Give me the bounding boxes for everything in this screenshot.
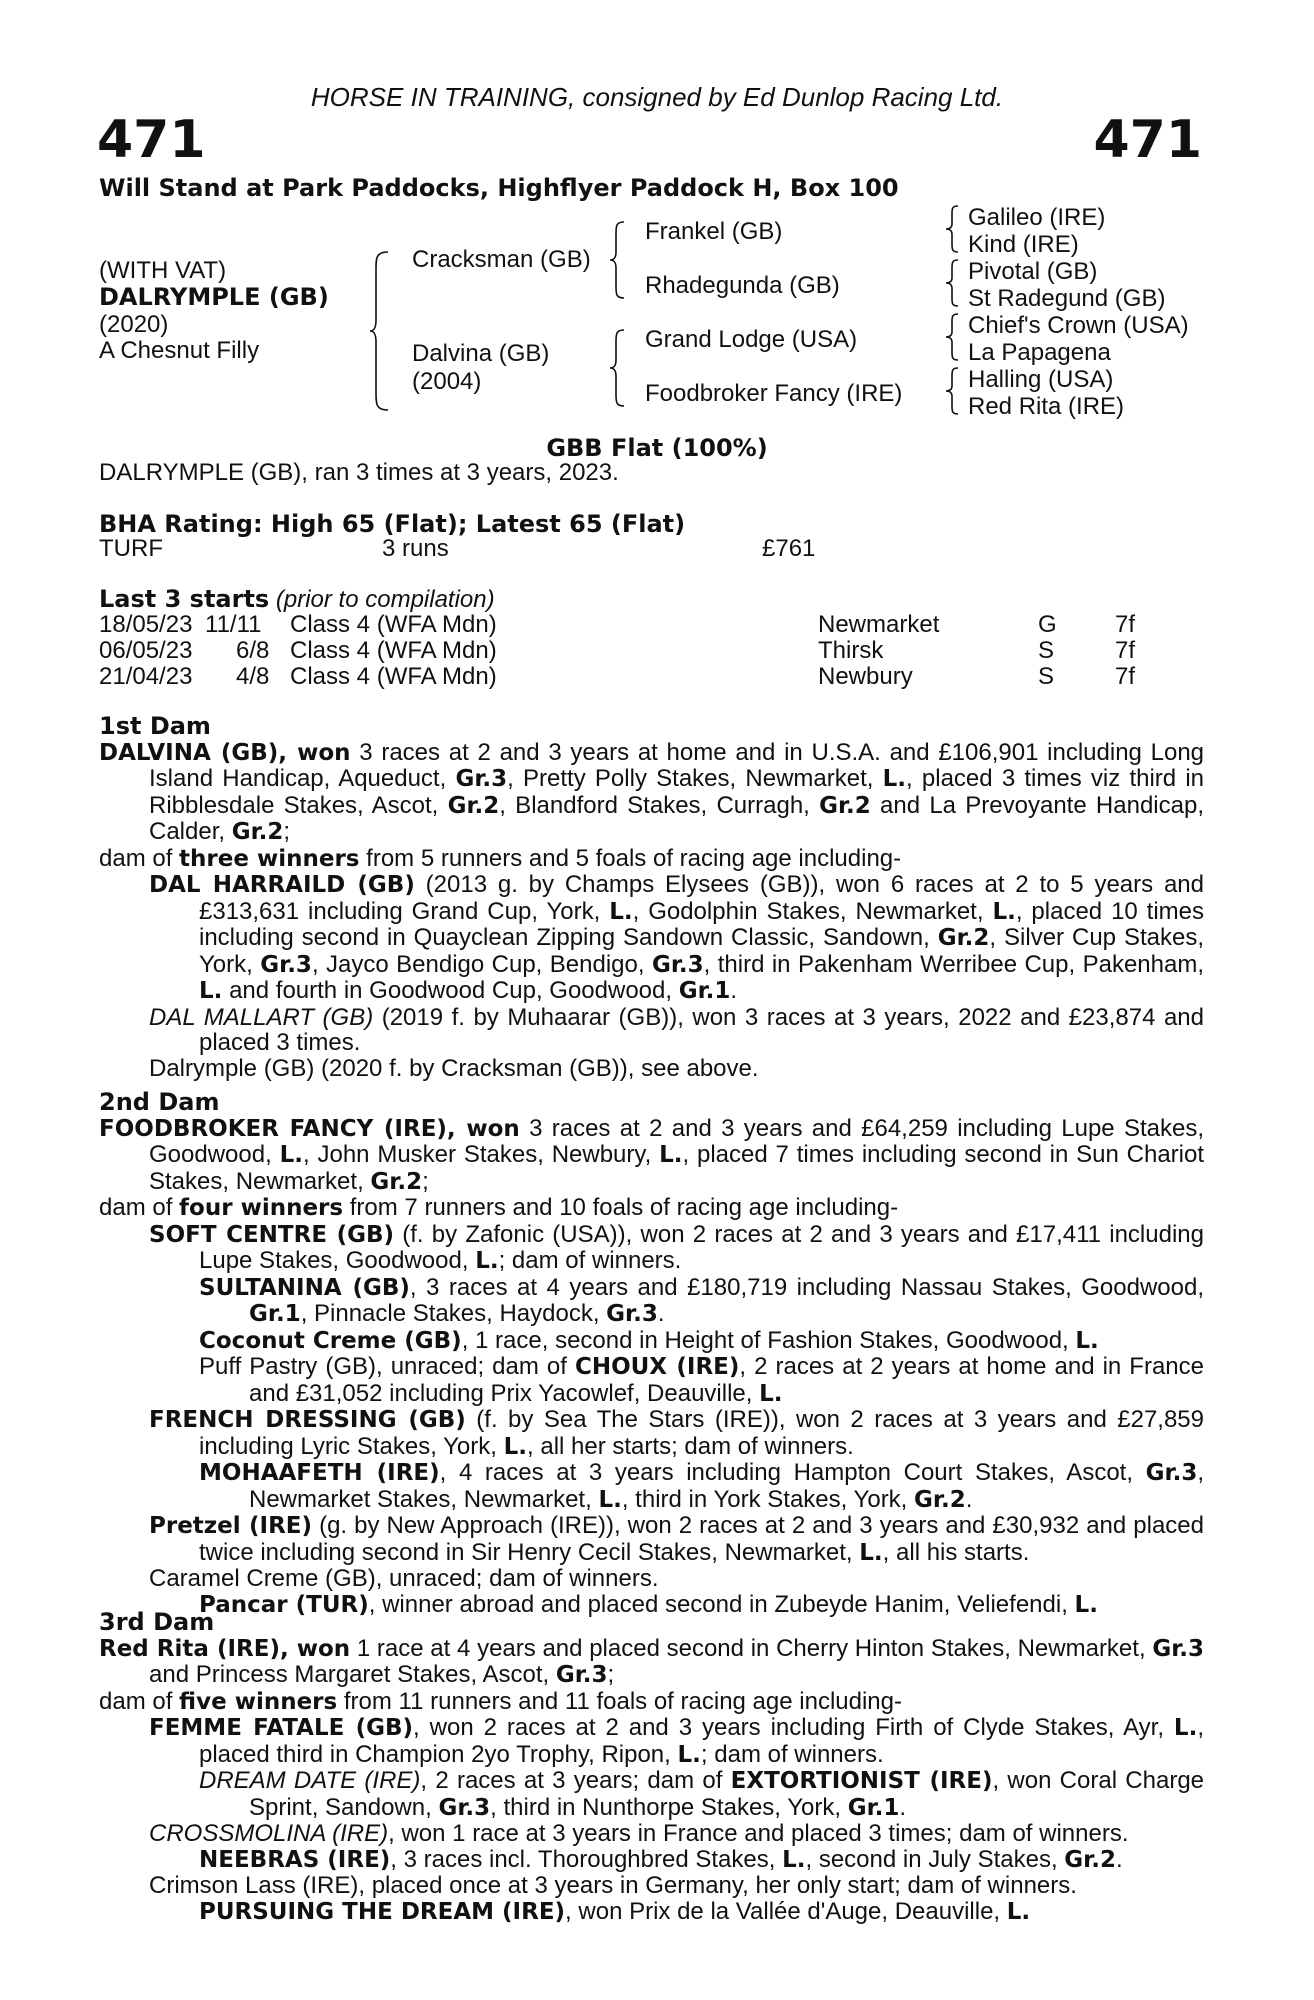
vat-note: (WITH VAT) bbox=[99, 257, 227, 284]
produce-pretzel bbox=[99, 1513, 1204, 1566]
pedigree-dam-year: (2004) bbox=[412, 368, 482, 395]
listed-label: L. bbox=[279, 1142, 303, 1168]
grade-label: Gr.2 bbox=[447, 792, 500, 819]
pedigree-dam-sire: Grand Lodge (USA) bbox=[645, 326, 858, 353]
produce-text: , all his starts. bbox=[882, 1538, 1030, 1566]
produce-name: DAL HARRAILD (GB) bbox=[149, 872, 415, 898]
third-dam-produce-summary bbox=[99, 1689, 1204, 1716]
rating-prize: £761 bbox=[762, 535, 816, 562]
produce-text: , winner abroad and placed second in Zubeyde Hanim, Veliefendi, bbox=[368, 1590, 1075, 1618]
produce-text: (2019 f. by Muhaarar (GB)), won 3 races at 3 years, 2022 and £23,874 and placed 3 times. bbox=[199, 1003, 1204, 1056]
produce-text: , 3 races at 4 years and £180,719 including Nassau Stakes, Goodwood, bbox=[409, 1273, 1204, 1301]
produce-name: Pancar (TUR) bbox=[199, 1591, 369, 1618]
produce-text: , 2 races at 3 years; dam of bbox=[420, 1767, 731, 1794]
second-dam-text: , placed 7 times including second in Sun Chariot Stakes, Newmarket, bbox=[149, 1141, 1205, 1195]
produce-name: Coconut Creme (GB) bbox=[199, 1327, 462, 1354]
produce-text: , Pinnacle Stakes, Haydock, bbox=[300, 1300, 607, 1327]
start-row-2-course: Thirsk bbox=[818, 637, 884, 664]
produce-soft-centre bbox=[99, 1222, 1204, 1275]
produce-text: dam of bbox=[99, 844, 180, 872]
first-dam-produce-summary bbox=[99, 846, 1204, 873]
pedigree-dam: Dalvina (GB) bbox=[412, 340, 550, 367]
third-dam-comma: , bbox=[279, 1635, 297, 1662]
start-row-3-date: 21/04/23 bbox=[99, 663, 193, 690]
pedigree-brace-g3 bbox=[944, 312, 964, 362]
produce-text: , third in Pakenham Werribee Cup, Pakenham, bbox=[703, 950, 1204, 978]
second-dam-text: , John Musker Stakes, Newbury, bbox=[302, 1141, 660, 1168]
produce-text: , won Prix de la Vallée d'Auge, Deauville, bbox=[565, 1897, 1007, 1925]
bha-rating-heading: BHA Rating: High 65 (Flat); Latest 65 (Flat) bbox=[99, 510, 686, 538]
grade-label: Gr.3 bbox=[438, 1794, 491, 1821]
second-dam-produce-summary bbox=[99, 1195, 1204, 1222]
pedigree-g4: St Radegund (GB) bbox=[968, 285, 1166, 312]
horse-name: DALRYMPLE (GB) bbox=[99, 283, 329, 311]
start-row-3-dist: 7f bbox=[1115, 663, 1136, 690]
second-dam-won: won bbox=[466, 1115, 520, 1142]
produce-dalrymple: Dalrymple (GB) (2020 f. by Cracksman (GB)), see above. bbox=[149, 1054, 759, 1082]
listed-label: L. bbox=[992, 898, 1016, 925]
listed-label: L. bbox=[659, 1142, 683, 1168]
produce-text: , all her starts; dam of winners. bbox=[527, 1432, 854, 1460]
first-dam-text: , placed 3 times viz third in Ribblesdale Stakes, Ascot, bbox=[149, 765, 1205, 819]
pedigree-g5: Chief's Crown (USA) bbox=[968, 312, 1189, 339]
produce-femme-fatale bbox=[99, 1715, 1204, 1768]
pedigree-g3: Pivotal (GB) bbox=[968, 258, 1098, 285]
second-dam-name: FOODBROKER FANCY (IRE) bbox=[99, 1115, 447, 1142]
listed-label: L. bbox=[475, 1248, 499, 1274]
first-dam-name: DALVINA (GB) bbox=[99, 739, 279, 766]
second-dam-record bbox=[99, 1116, 1204, 1196]
listed-label: L. bbox=[1074, 1591, 1098, 1618]
listed-label: L. bbox=[1006, 1898, 1031, 1925]
starts-heading bbox=[99, 586, 495, 613]
grade-label: Gr.3 bbox=[260, 951, 312, 978]
pedigree-brace-dam bbox=[608, 328, 628, 408]
first-dam-text: ; bbox=[283, 818, 291, 845]
grade-label: Gr.3 bbox=[651, 951, 704, 978]
produce-sultanina bbox=[99, 1275, 1204, 1328]
produce-text: , 4 races at 3 years including Hampton Court Stakes, Ascot, bbox=[439, 1459, 1146, 1486]
starts-heading-note: (prior to compilation) bbox=[275, 586, 495, 613]
pedigree-g7: Halling (USA) bbox=[968, 366, 1114, 393]
first-dam-heading: 1st Dam bbox=[99, 712, 211, 740]
listed-label: L. bbox=[503, 1433, 528, 1460]
pedigree-g6: La Papagena bbox=[968, 339, 1111, 366]
produce-name: EXTORTIONIST (IRE) bbox=[730, 1768, 993, 1794]
grade-label: Gr.2 bbox=[231, 819, 284, 845]
produce-text: Puff Pastry (GB), unraced; dam of bbox=[199, 1353, 575, 1380]
pedigree-sire-dam: Rhadegunda (GB) bbox=[645, 272, 840, 299]
produce-text: . bbox=[899, 1793, 907, 1821]
lot-number-left: 471 bbox=[97, 110, 206, 170]
produce-text: , Godolphin Stakes, Newmarket, bbox=[632, 897, 993, 925]
produce-puff-pastry bbox=[99, 1354, 1204, 1407]
gbb-heading: GBB Flat (100%) bbox=[546, 434, 768, 462]
produce-text: , placed third in Champion 2yo Trophy, Ripon, bbox=[199, 1714, 1204, 1768]
produce-name: PURSUING THE DREAM (IRE) bbox=[199, 1898, 566, 1925]
produce-text: , won Coral Charge Sprint, Sandown, bbox=[249, 1767, 1205, 1821]
grade-label: Gr.2 bbox=[1064, 1846, 1116, 1873]
start-row-1-course: Newmarket bbox=[818, 611, 940, 638]
pedigree-g8: Red Rita (IRE) bbox=[968, 393, 1125, 420]
produce-french-dressing bbox=[99, 1407, 1204, 1460]
grade-label: Gr.2 bbox=[937, 925, 990, 951]
horse-year: (2020) bbox=[99, 311, 169, 338]
pedigree-sire: Cracksman (GB) bbox=[412, 246, 591, 273]
produce-text: (f. by Sea The Stars (IRE)), won 2 races at 3 years and £27,859 including Lyric Stakes, York, bbox=[199, 1406, 1204, 1460]
produce-mohaafeth bbox=[99, 1460, 1204, 1513]
produce-name: CHOUX (IRE) bbox=[574, 1354, 740, 1380]
produce-text: , 2 races at 2 years at home and in France and £31,052 including Prix Yacowlef, Deauville, bbox=[249, 1353, 1204, 1407]
start-row-3-going: S bbox=[1038, 663, 1055, 690]
produce-text: (f. by Zafonic (USA)), won 2 races at 2 and 3 years and £17,411 including Lupe Stakes, Goodwood, bbox=[199, 1220, 1204, 1274]
produce-text: ; dam of winners. bbox=[700, 1740, 884, 1768]
produce-text: dam of bbox=[99, 1194, 180, 1221]
start-row-3-pos: 4/8 bbox=[236, 663, 270, 690]
first-dam-won: won bbox=[297, 739, 351, 766]
produce-text: , Silver Cup Stakes, York, bbox=[199, 924, 1205, 978]
grade-label: Gr.2 bbox=[819, 792, 871, 819]
produce-name: SULTANINA (GB) bbox=[199, 1274, 410, 1301]
produce-pursuing-the-dream bbox=[99, 1899, 1204, 1926]
produce-text: , second in July Stakes, bbox=[805, 1845, 1065, 1873]
produce-name: MOHAAFETH (IRE) bbox=[199, 1460, 440, 1486]
listed-label: L. bbox=[199, 978, 223, 1004]
second-dam-heading: 2nd Dam bbox=[99, 1088, 220, 1116]
first-dam-comma: , bbox=[278, 739, 298, 766]
produce-text: (g. by New Approach (IRE)), won 2 races at 2 and 3 years and £30,932 and placed twice including second in Sir Henry Cecil Stakes, Newmarket, bbox=[199, 1512, 1204, 1566]
second-dam-text: ; bbox=[422, 1167, 429, 1195]
produce-text: , won 1 race at 3 years in France and placed 3 times; dam of winners. bbox=[388, 1820, 1129, 1847]
produce-text: . bbox=[657, 1300, 665, 1327]
produce-name: FRENCH DRESSING (GB) bbox=[149, 1407, 466, 1433]
produce-dream-date bbox=[99, 1768, 1204, 1821]
listed-label: L. bbox=[609, 898, 633, 925]
produce-text: dam of bbox=[99, 1687, 180, 1715]
winners-count: five winners bbox=[179, 1688, 338, 1715]
grade-label: Gr.2 bbox=[370, 1168, 423, 1195]
listed-label: L. bbox=[782, 1846, 806, 1873]
pedigree-brace-main bbox=[368, 250, 392, 412]
produce-crimson-lass: Crimson Lass (IRE), placed once at 3 years in Germany, her only start; dam of winners. bbox=[149, 1872, 1077, 1899]
third-dam-record bbox=[99, 1636, 1204, 1689]
lot-number-right: 471 bbox=[1093, 110, 1202, 170]
start-row-2-going: S bbox=[1038, 637, 1055, 664]
produce-text: ; dam of winners. bbox=[498, 1247, 682, 1274]
produce-name: Pretzel (IRE) bbox=[149, 1513, 313, 1539]
produce-text: , placed 10 times including second in Quayclean Zipping Sandown Classic, Sandown, bbox=[199, 897, 1205, 951]
produce-text: . bbox=[1115, 1845, 1123, 1873]
start-row-2-pos: 6/8 bbox=[236, 637, 270, 664]
produce-name: FEMME FATALE (GB) bbox=[149, 1715, 414, 1741]
third-dam-text: 1 race at 4 years and placed second in Cherry Hinton Stakes, Newmarket, bbox=[350, 1634, 1153, 1662]
pedigree-brace-sire bbox=[608, 220, 628, 300]
third-dam-heading: 3rd Dam bbox=[99, 1608, 215, 1636]
pedigree-g2: Kind (IRE) bbox=[968, 231, 1079, 258]
start-row-1-date: 18/05/23 bbox=[99, 611, 193, 638]
produce-text: , 1 race, second in Height of Fashion Stakes, Goodwood, bbox=[461, 1326, 1076, 1354]
grade-label: Gr.3 bbox=[455, 766, 508, 792]
produce-caramel-creme: Caramel Creme (GB), unraced; dam of winners. bbox=[149, 1565, 659, 1592]
listed-label: L. bbox=[759, 1380, 783, 1407]
pedigree-brace-g4 bbox=[944, 366, 964, 416]
second-dam-section bbox=[99, 1090, 1204, 1618]
start-row-2-date: 06/05/23 bbox=[99, 637, 193, 664]
grade-label: Gr.3 bbox=[555, 1662, 608, 1688]
starts-heading-bold: Last 3 starts bbox=[99, 585, 270, 613]
produce-crossmolina bbox=[99, 1821, 1204, 1847]
winners-count: four winners bbox=[179, 1195, 344, 1221]
second-dam-comma: , bbox=[446, 1115, 467, 1142]
produce-text: , Jayco Bendigo Cup, Bendigo, bbox=[311, 950, 652, 978]
first-dam-text: 3 races at 2 and 3 years at home and in U.S.A. and £106,901 including Long Island Handicap, Aqueduct, bbox=[149, 738, 1205, 792]
start-row-2-dist: 7f bbox=[1115, 637, 1136, 664]
listed-label: L. bbox=[1075, 1327, 1099, 1354]
listed-label: L. bbox=[1173, 1715, 1198, 1741]
grade-label: Gr.3 bbox=[606, 1301, 658, 1327]
produce-text: , 3 races incl. Thoroughbred Stakes, bbox=[390, 1845, 783, 1873]
listed-label: L. bbox=[598, 1486, 622, 1513]
produce-name: DREAM DATE (IRE) bbox=[199, 1767, 421, 1794]
produce-name: CROSSMOLINA (IRE) bbox=[149, 1820, 389, 1847]
stand-location: Will Stand at Park Paddocks, Highflyer Paddock H, Box 100 bbox=[99, 174, 899, 202]
start-row-3-course: Newbury bbox=[818, 663, 913, 690]
listed-label: L. bbox=[677, 1741, 701, 1768]
horse-description: A Chesnut Filly bbox=[99, 337, 260, 364]
pedigree-brace-g2 bbox=[944, 258, 964, 308]
third-dam-text: ; bbox=[607, 1661, 615, 1688]
first-dam-text: and La Prevoyante Handicap, Calder, bbox=[149, 791, 1204, 845]
start-row-2-race: Class 4 (WFA Mdn) bbox=[290, 637, 497, 664]
start-row-1-going: G bbox=[1038, 611, 1057, 638]
second-dam-text: 3 races at 2 and 3 years and £64,259 including Lupe Stakes, Goodwood, bbox=[149, 1114, 1205, 1168]
produce-text: from 5 runners and 5 foals of racing age including- bbox=[359, 844, 902, 872]
first-dam-record bbox=[99, 740, 1204, 846]
produce-text: , third in York Stakes, York, bbox=[621, 1485, 915, 1513]
produce-text: from 11 runners and 11 foals of racing age including- bbox=[337, 1687, 902, 1715]
grade-label: Gr.1 bbox=[847, 1794, 900, 1821]
pedigree-g1: Galileo (IRE) bbox=[968, 204, 1106, 231]
first-dam-text: , Blandford Stakes, Curragh, bbox=[499, 791, 820, 819]
produce-coconut-creme bbox=[99, 1328, 1204, 1355]
third-dam-name: Red Rita (IRE) bbox=[99, 1635, 280, 1662]
produce-text: and fourth in Goodwood Cup, Goodwood, bbox=[222, 977, 679, 1004]
grade-label: Gr.3 bbox=[1152, 1635, 1205, 1662]
grade-label: Gr.2 bbox=[914, 1486, 966, 1513]
pedigree-brace-g1 bbox=[944, 204, 964, 254]
listed-label: L. bbox=[859, 1539, 883, 1566]
produce-name: NEEBRAS (IRE) bbox=[199, 1846, 391, 1873]
start-row-1-dist: 7f bbox=[1115, 611, 1136, 638]
grade-label: Gr.3 bbox=[1145, 1460, 1198, 1486]
third-dam-won: won bbox=[296, 1635, 351, 1662]
pedigree-dam-dam: Foodbroker Fancy (IRE) bbox=[645, 380, 903, 407]
third-dam-section bbox=[99, 1610, 1204, 1925]
start-row-3-race: Class 4 (WFA Mdn) bbox=[290, 663, 497, 690]
rating-surface: TURF bbox=[99, 535, 163, 562]
rating-runs: 3 runs bbox=[382, 535, 449, 562]
listed-label: L. bbox=[882, 766, 907, 792]
grade-label: Gr.1 bbox=[678, 978, 731, 1004]
first-dam-text: , Pretty Polly Stakes, Newmarket, bbox=[507, 765, 883, 792]
consignment-line: HORSE IN TRAINING, consigned by Ed Dunlop Racing Ltd. bbox=[310, 82, 1004, 112]
grade-label: Gr.1 bbox=[249, 1301, 301, 1327]
produce-text: from 7 runners and 10 foals of racing age including- bbox=[343, 1194, 899, 1221]
produce-text: . bbox=[730, 977, 738, 1004]
produce-name: DAL MALLART (GB) bbox=[149, 1003, 374, 1031]
produce-dal-mallart bbox=[99, 1005, 1204, 1056]
produce-neebras bbox=[99, 1847, 1204, 1874]
produce-text: , third in Nunthorpe Stakes, York, bbox=[490, 1793, 848, 1821]
third-dam-text: and Princess Margaret Stakes, Ascot, bbox=[149, 1661, 556, 1688]
produce-text: , Newmarket Stakes, Newmarket, bbox=[249, 1459, 1204, 1513]
produce-text: . bbox=[965, 1485, 973, 1513]
ran-summary: DALRYMPLE (GB), ran 3 times at 3 years, 2023. bbox=[99, 459, 619, 486]
start-row-1-race: Class 4 (WFA Mdn) bbox=[290, 611, 497, 638]
winners-count: three winners bbox=[179, 845, 360, 872]
pedigree-sire-sire: Frankel (GB) bbox=[645, 218, 783, 245]
produce-name: SOFT CENTRE (GB) bbox=[149, 1221, 395, 1248]
first-dam-section bbox=[99, 714, 1204, 1081]
produce-text: (2013 g. by Champs Elysees (GB)), won 6 races at 2 to 5 years and £313,631 including Grand Cup, York, bbox=[199, 871, 1204, 925]
start-row-1-pos: 11/11 bbox=[205, 611, 262, 638]
produce-text: , won 2 races at 2 and 3 years including Firth of Clyde Stakes, Ayr, bbox=[413, 1714, 1174, 1741]
produce-dal-harraild bbox=[99, 872, 1204, 1005]
